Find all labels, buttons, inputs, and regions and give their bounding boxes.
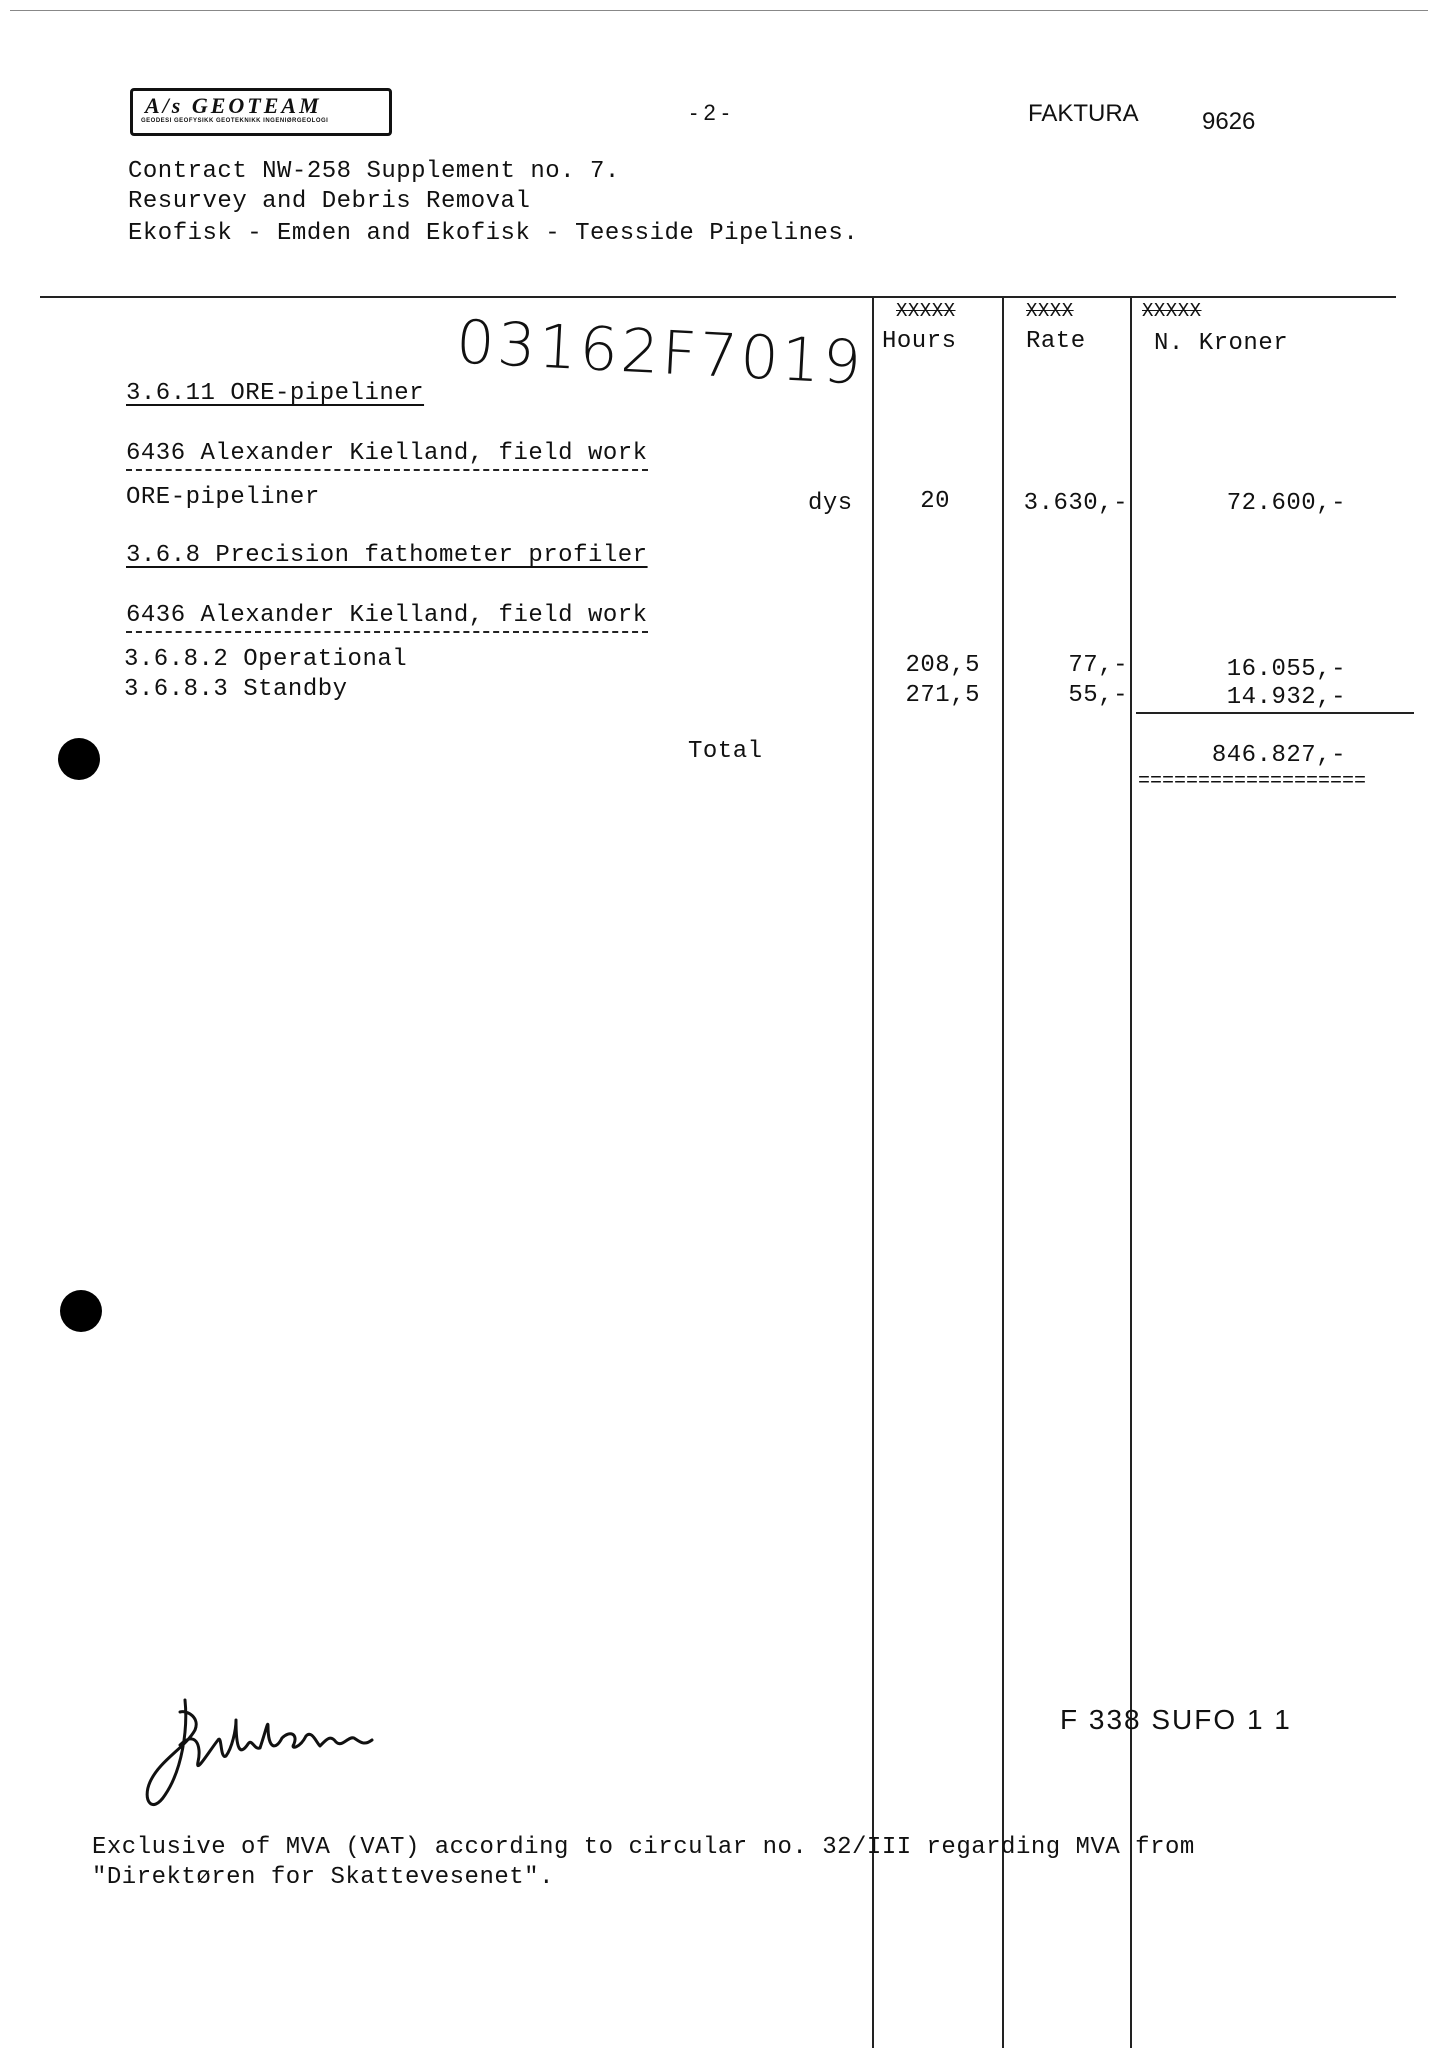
row-desc-ore: ORE-pipeliner (126, 484, 320, 511)
row-hours-standby: 271,5 (905, 682, 980, 709)
total-amount: 846.827,- (1211, 742, 1346, 769)
column-divider-rate (1002, 296, 1004, 2048)
row-hours-ore: 20 (920, 488, 950, 515)
handwritten-reference: 03162F7019 (454, 307, 866, 399)
row-rate-ore: 3.630,- (1023, 490, 1128, 517)
document-type: FAKTURA (1028, 100, 1139, 127)
signature (140, 1690, 410, 1830)
section-heading-fathometer: 3.6.8 Precision fathometer profiler (126, 542, 648, 569)
row-amount-standby: 14.932,- (1226, 684, 1346, 711)
page-number: - 2 - (690, 100, 730, 125)
binder-hole-top (58, 738, 100, 780)
kroner-header: N. Kroner (1154, 330, 1289, 357)
table-top-rule (40, 296, 1396, 298)
row-desc-standby: 3.6.8.3 Standby (124, 676, 348, 703)
stamp-code: F 338 SUFO 1 1 (1060, 1704, 1292, 1735)
vat-note-line-2: "Direktøren for Skattevesenet". (92, 1864, 554, 1891)
row-hours-operational: 208,5 (905, 652, 980, 679)
row-rate-standby: 55,- (1068, 682, 1128, 709)
hours-header-struck: XXXXX (896, 300, 956, 322)
hours-header: Hours (882, 328, 957, 355)
row-desc-operational: 3.6.8.2 Operational (124, 646, 408, 673)
company-logo-name: A/s GEOTEAM (145, 93, 322, 118)
contract-line-1: Contract NW-258 Supplement no. 7. (128, 158, 620, 185)
section-subheading-fathometer: 6436 Alexander Kielland, field work (126, 602, 648, 633)
vat-note-line-1: Exclusive of MVA (VAT) according to circular no. 32/III regarding MVA from (92, 1834, 1195, 1861)
total-double-rule: =================== (1138, 770, 1367, 793)
row-amount-ore: 72.600,- (1226, 490, 1346, 517)
company-logo-subtitle: GEODESI GEOFYSIKK GEOTEKNIKK INGENIØRGEOLOGI (141, 118, 329, 124)
column-divider-hours (872, 296, 874, 2048)
total-label: Total (688, 738, 763, 765)
binder-hole-bottom (60, 1290, 102, 1332)
company-logo (130, 88, 392, 136)
row-rate-operational: 77,- (1068, 652, 1128, 679)
subtotal-rule (1136, 712, 1414, 714)
top-scan-edge (10, 10, 1428, 11)
section-heading-ore: 3.6.11 ORE-pipeliner (126, 380, 425, 407)
rate-header: Rate (1026, 328, 1086, 355)
kroner-header-struck: XXXXX (1142, 300, 1202, 322)
contract-line-2: Resurvey and Debris Removal (128, 188, 531, 215)
rate-header-struck: XXXX (1026, 300, 1074, 322)
invoice-number: 9626 (1202, 108, 1256, 135)
column-divider-kroner (1130, 296, 1132, 2048)
contract-line-3: Ekofisk - Emden and Ekofisk - Teesside Pipelines. (128, 220, 859, 247)
section-subheading-ore: 6436 Alexander Kielland, field work (126, 440, 648, 471)
row-amount-operational: 16.055,- (1226, 656, 1346, 683)
row-unit-ore: dys (808, 490, 853, 517)
